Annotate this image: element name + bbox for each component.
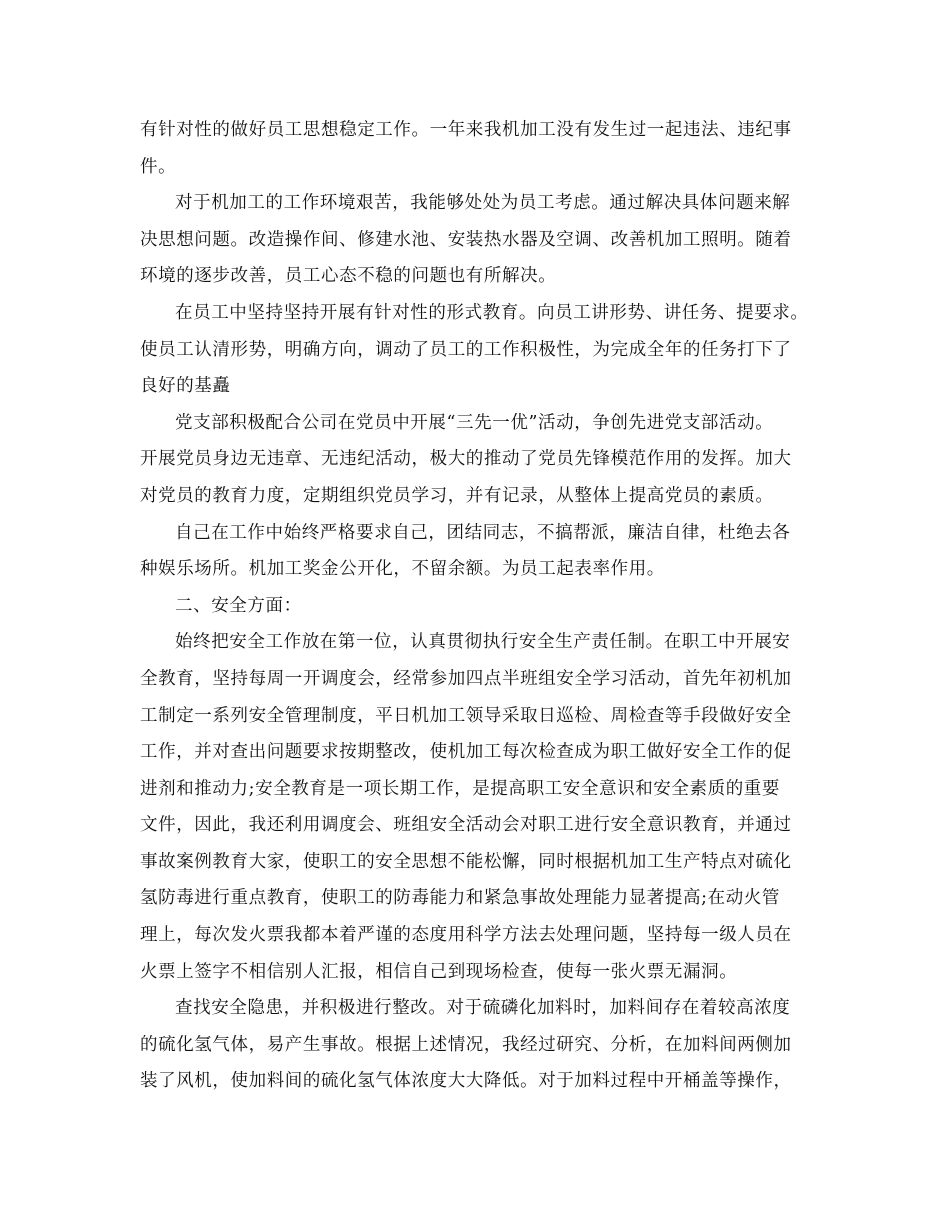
- text-line: 环境的逐步改善，员工心态不稳的问题也有所解决。: [140, 266, 557, 287]
- text-line: 工制定一系列安全管理制度，平日机加工领导采取日巡检、周检查等手段做好安全: [140, 705, 792, 726]
- text-line: 文件，因此，我还利用调度会、班组安全活动会对职工进行安全意识教育，并通过: [140, 815, 792, 836]
- text-line: 使员工认清形势，明确方向，调动了员工的工作积极性，为完成全年的任务打下了: [140, 339, 792, 360]
- document-body: [140, 112, 822, 1100]
- text-line: 件。: [140, 156, 177, 177]
- text-line: 理上，每次发火票我都本着严谨的态度用科学方法去处理问题，坚持每一级人员在: [140, 925, 792, 946]
- text-line: 工作，并对查出问题要求按期整改，使机加工每次检查成为职工做好安全工作的促: [140, 742, 792, 763]
- text-line: 装了风机，使加料间的硫化氢气体浓度大大降低。对于加料过程中开桶盖等操作，: [140, 1071, 792, 1092]
- text-line: 决思想问题。改造操作间、修建水池、安装热水器及空调、改善机加工照明。随着: [140, 229, 792, 250]
- text-line: 事故案例教育大家，使职工的安全思想不能松懈，同时根据机加工生产特点对硫化: [140, 851, 792, 872]
- text-line: 始终把安全工作放在第一位，认真贯彻执行安全生产责任制。在职工中开展安: [175, 632, 791, 653]
- text-line: 火票上签字不相信别人汇报，相信自己到现场检查，使每一张火票无漏洞。: [140, 961, 738, 982]
- text-line: 自己在工作中始终严格要求自己，团结同志，不搞帮派，廉洁自律，杜绝去各: [175, 522, 791, 543]
- text-line: 在员工中坚持坚持开展有针对性的形式教育。向员工讲形势、讲任务、提要求。: [175, 302, 809, 323]
- text-line: 查找安全隐患，并积极进行整改。对于硫磷化加料时，加料间存在着较高浓度: [175, 998, 791, 1019]
- text-line: 的硫化氢气体，易产生事故。根据上述情况，我经过研究、分析，在加料间两侧加: [140, 1034, 792, 1055]
- text-line: 良好的基矗: [140, 376, 231, 397]
- text-line: 二、安全方面：: [175, 595, 302, 616]
- text-line: 对于机加工的工作环境艰苦，我能够处处为员工考虑。通过解决具体问题来解: [175, 193, 791, 214]
- text-line: 有针对性的做好员工思想稳定工作。一年来我机加工没有发生过一起违法、违纪事: [140, 120, 792, 140]
- text-line: 氢防毒进行重点教育，使职工的防毒能力和紧急事故处理能力显著提高;在动火管: [140, 888, 780, 909]
- text-line: 党支部积极配合公司在党员中开展“三先一优”活动，争创先进党支部活动。: [175, 412, 774, 433]
- text-line: 进剂和推动力;安全教育是一项长期工作，是提高职工安全意识和安全素质的重要: [140, 778, 780, 799]
- text-line: 开展党员身边无违章、无违纪活动，极大的推动了党员先锋模范作用的发挥。加大: [140, 449, 792, 470]
- text-line: 种娱乐场所。机加工奖金公开化，不留余额。为员工起表率作用。: [140, 559, 665, 580]
- text-line: 全教育，坚持每周一开调度会，经常参加四点半班组安全学习活动，首先年初机加: [140, 668, 792, 689]
- text-line: 对党员的教育力度，定期组织党员学习，并有记录，从整体上提高党员的素质。: [140, 485, 774, 506]
